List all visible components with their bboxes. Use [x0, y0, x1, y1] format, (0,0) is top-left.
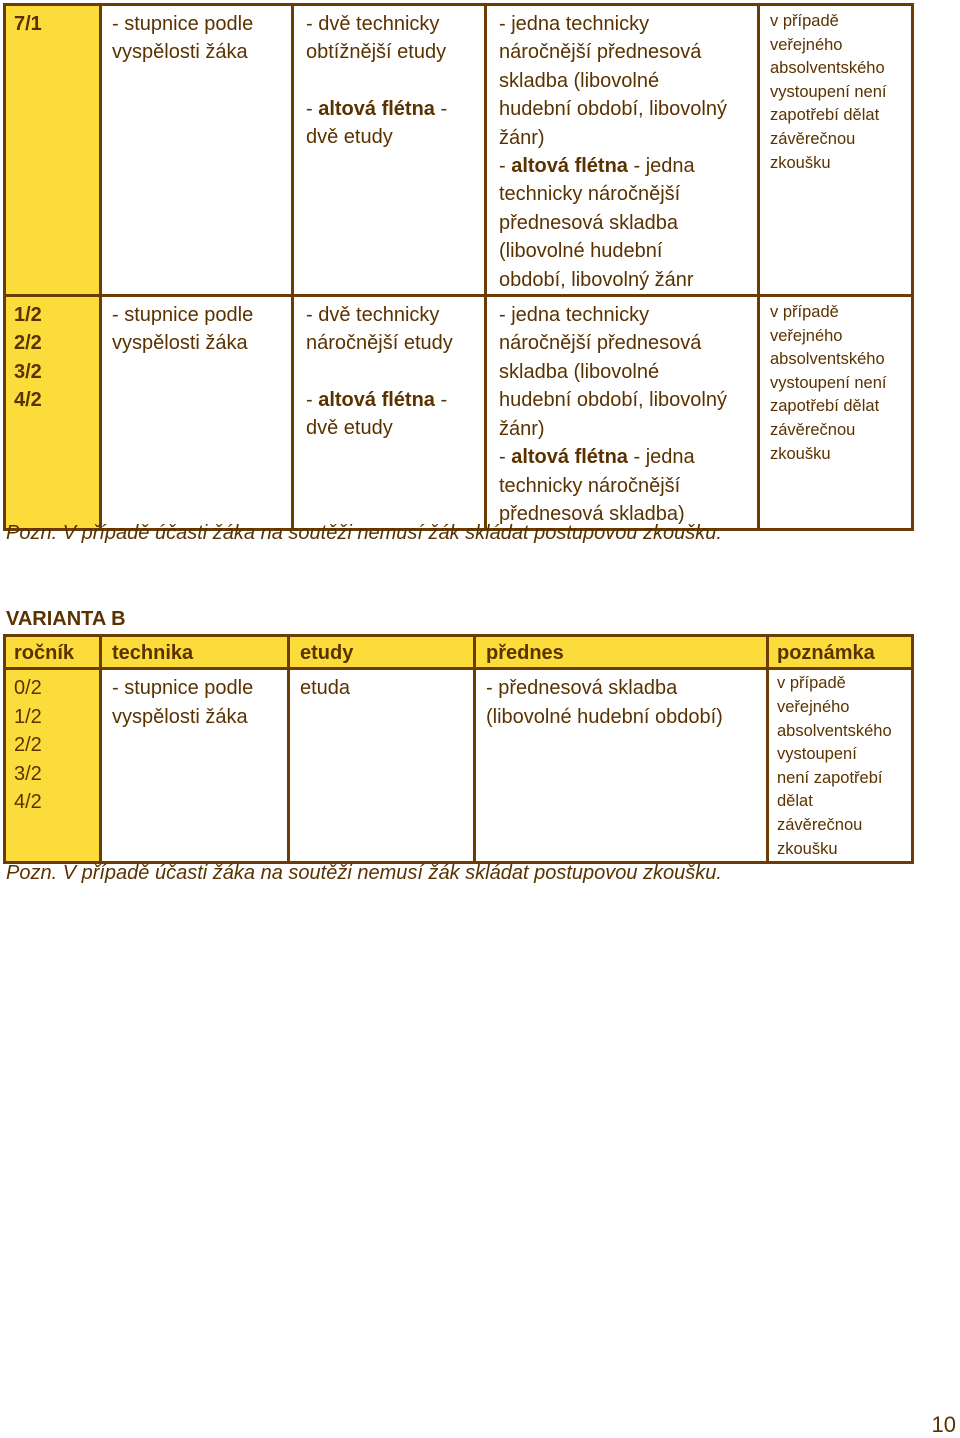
poznamka-cell: [768, 669, 913, 863]
prednes-text: přednesová skladba): [499, 502, 685, 525]
flute-line: - altová flétna -: [306, 388, 448, 411]
poznamka-text: veřejného: [777, 698, 850, 716]
poznamka-text: závěrečnou: [777, 815, 863, 834]
prednes-cell: [475, 669, 768, 863]
header-etudy: etudy: [289, 636, 475, 669]
etudy-text: - dvě technicky: [306, 304, 440, 327]
flute-label: altová flétna: [511, 155, 628, 178]
poznamka-text: zkoušku: [770, 153, 831, 172]
table-variant-b: [3, 634, 914, 864]
technika-cell: [101, 296, 293, 530]
prednes-text: období, libovolný žánr: [499, 268, 694, 291]
etudy-text: dvě etudy: [306, 126, 393, 149]
year-label: 0/2: [14, 677, 42, 700]
prednes-text: hudební období, libovolný: [499, 389, 727, 412]
year-label: 3/2: [14, 762, 42, 785]
prednes-text: žánr): [499, 417, 545, 440]
etudy-text: dvě etudy: [306, 417, 393, 440]
year-cell: [5, 5, 101, 296]
table-row: [5, 669, 913, 863]
flute-label: altová flétna: [318, 97, 435, 120]
table-header-row: [5, 636, 913, 669]
prednes-text: hudební období, libovolný: [499, 98, 727, 121]
flute-line: - altová flétna - jedna: [499, 446, 695, 469]
prednes-cell: [486, 296, 759, 530]
technika-cell: [101, 5, 293, 296]
year-label: 2/2: [14, 734, 42, 757]
poznamka-text: v případě: [770, 303, 839, 322]
poznamka-text: zapotřebí dělat: [770, 106, 880, 125]
technika-text: - stupnice podle: [112, 13, 254, 35]
poznamka-text: závěrečnou: [770, 421, 856, 440]
poznamka-text: zkoušku: [777, 839, 838, 858]
technika-text: vyspělosti žáka: [112, 41, 248, 64]
year-label: 3/2: [14, 360, 42, 383]
year-label: 2/2: [14, 332, 42, 355]
etudy-cell: [293, 296, 486, 530]
etudy-cell: [293, 5, 486, 296]
year-cell: [5, 296, 101, 530]
prednes-text: přednesová skladba: [499, 211, 679, 234]
poznamka-text: absolventského: [770, 350, 885, 369]
technika-text: - stupnice podle: [112, 677, 254, 700]
poznamka-text: veřejného: [770, 326, 843, 345]
year-label: 4/2: [14, 791, 42, 814]
header-prednes: přednes: [475, 636, 768, 669]
etudy-text: obtížnější etudy: [306, 41, 447, 64]
year-label: 4/2: [14, 389, 42, 412]
etudy-text: etuda: [300, 677, 351, 700]
poznamka-text: v případě: [777, 674, 846, 693]
year-label: 7/1: [14, 13, 42, 35]
technika-cell: [101, 669, 289, 863]
etudy-text: - dvě technicky: [306, 13, 440, 35]
poznamka-text: absolventského: [770, 59, 885, 78]
prednes-text: - přednesová skladba: [486, 677, 678, 700]
poznamka-text: vystoupení: [777, 745, 857, 764]
poznamka-text: vystoupení není: [770, 373, 887, 392]
table-row: [5, 5, 913, 296]
prednes-cell: [486, 5, 759, 296]
technika-text: vyspělosti žáka: [112, 705, 248, 728]
prednes-text: (libovolné hudební období): [486, 705, 723, 728]
poznamka-text: zapotřebí dělat: [770, 397, 880, 416]
poznamka-text: dělat: [777, 792, 813, 811]
poznamka-cell: [759, 5, 913, 296]
flute-line: - altová flétna -: [306, 97, 448, 120]
table-row: [5, 296, 913, 530]
technika-text: vyspělosti žáka: [112, 332, 248, 355]
poznamka-text: zkoušku: [770, 444, 831, 463]
page-number: 10: [931, 1412, 956, 1437]
note-text: Pozn. V případě účasti žáka na soutěži nemusí žák skládat postupovou zkoušku.: [6, 862, 722, 884]
poznamka-text: vystoupení není: [770, 82, 887, 101]
header-rocnik: ročník: [5, 636, 101, 669]
header-poznamka: poznámka: [768, 636, 913, 669]
header-technika: technika: [101, 636, 289, 669]
poznamka-text: v případě: [770, 12, 839, 30]
prednes-text: - jedna technicky: [499, 304, 650, 327]
note-text: Pozn. V případě účasti žáka na soutěži nemusí žák skládat postupovou zkoušku.: [6, 522, 722, 544]
table-variant-a: [3, 3, 914, 531]
year-label: 1/2: [14, 304, 42, 327]
flute-line: - altová flétna - jedna: [499, 155, 695, 178]
poznamka-text: absolventského: [777, 721, 892, 740]
poznamka-text: závěrečnou: [770, 129, 856, 148]
prednes-text: skladba (libovolné: [499, 360, 660, 383]
prednes-text: - jedna technicky: [499, 13, 650, 35]
poznamka-text: není zapotřebí: [777, 768, 883, 787]
flute-label: altová flétna: [511, 446, 628, 469]
prednes-text: technicky náročnější: [499, 474, 681, 497]
poznamka-text: veřejného: [770, 35, 843, 54]
prednes-text: náročnější přednesová: [499, 332, 702, 355]
flute-label: altová flétna: [318, 388, 435, 411]
technika-text: - stupnice podle: [112, 304, 254, 327]
prednes-text: technicky náročnější: [499, 183, 681, 206]
etudy-cell: [289, 669, 475, 863]
prednes-text: žánr): [499, 126, 545, 149]
etudy-text: náročnější etudy: [306, 332, 453, 355]
year-cell: [5, 669, 101, 863]
prednes-text: skladba (libovolné: [499, 69, 660, 92]
year-label: 1/2: [14, 705, 42, 728]
section-heading: VARIANTA B: [6, 608, 126, 630]
prednes-text: (libovolné hudební: [499, 240, 663, 263]
prednes-text: náročnější přednesová: [499, 41, 702, 64]
poznamka-cell: [759, 296, 913, 530]
